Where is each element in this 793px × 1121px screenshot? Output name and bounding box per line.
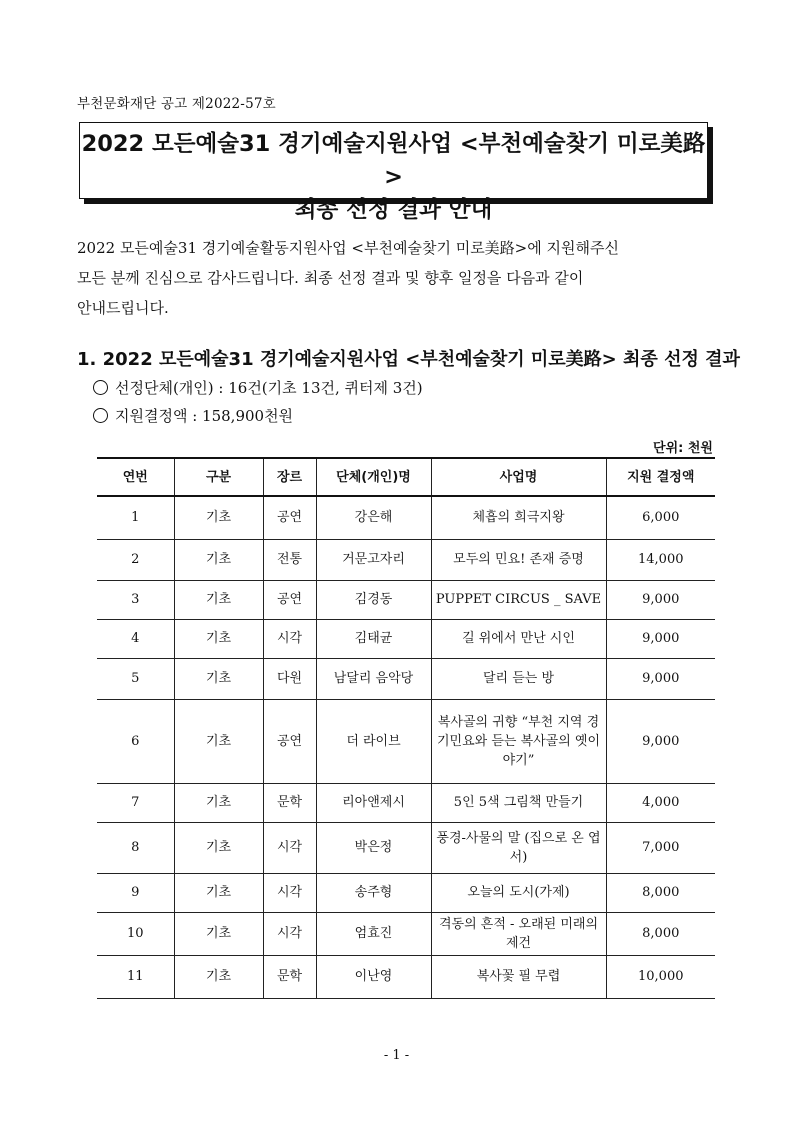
cell-category: 기초 (174, 580, 263, 619)
table-row (97, 658, 715, 699)
cell-genre: 공연 (263, 699, 316, 783)
cell-amount: 10,000 (606, 955, 715, 998)
cell-no: 10 (97, 912, 174, 955)
title-line-2: 최종 선정 결과 안내 (294, 197, 493, 223)
cell-category: 기초 (174, 912, 263, 955)
header-no: 연번 (97, 458, 174, 496)
notice-number: 부천문화재단 공고 제2022-57호 (77, 96, 276, 112)
cell-applicant: 박은정 (316, 822, 431, 873)
table-row (97, 539, 715, 580)
page-number: - 1 - (383, 1048, 410, 1063)
cell-project: 모두의 민요! 존재 증명 (431, 539, 606, 580)
table-row (97, 955, 715, 998)
intro-line-3: 안내드립니다. (77, 299, 169, 317)
cell-applicant: 김경동 (316, 580, 431, 619)
table-row (97, 822, 715, 873)
cell-project: 달리 듣는 방 (431, 658, 606, 699)
circle-bullet-icon (93, 380, 108, 395)
header-category: 구분 (174, 458, 263, 496)
cell-project: 체흡의 희극지왕 (431, 496, 606, 539)
table-row (97, 783, 715, 822)
table-row (97, 873, 715, 912)
cell-no: 6 (97, 699, 174, 783)
cell-project: 격동의 흔적 - 오래된 미래의 제건 (431, 912, 606, 955)
cell-genre: 시각 (263, 912, 316, 955)
cell-amount: 14,000 (606, 539, 715, 580)
cell-no: 7 (97, 783, 174, 822)
intro-line-1: 2022 모든예술31 경기예술활동지원사업 <부천예술찾기 미로美路>에 지원해주신 (77, 239, 619, 257)
results-table (97, 457, 715, 999)
cell-applicant: 강은해 (316, 496, 431, 539)
cell-amount: 9,000 (606, 658, 715, 699)
cell-applicant: 리아앤제시 (316, 783, 431, 822)
cell-project: 5인 5색 그림책 만들기 (431, 783, 606, 822)
table-row (97, 699, 715, 783)
table-row (97, 619, 715, 658)
cell-category: 기초 (174, 822, 263, 873)
table-row (97, 580, 715, 619)
cell-category: 기초 (174, 699, 263, 783)
cell-category: 기초 (174, 873, 263, 912)
cell-genre: 시각 (263, 873, 316, 912)
cell-genre: 문학 (263, 783, 316, 822)
unit-label: 단위: 천원 (653, 441, 713, 456)
header-genre: 장르 (263, 458, 316, 496)
cell-applicant: 송주형 (316, 873, 431, 912)
bullet-selected-count: 선정단체(개인) : 16건(기초 13건, 퀴터제 3건) (93, 377, 423, 398)
cell-no: 4 (97, 619, 174, 658)
cell-amount: 9,000 (606, 619, 715, 658)
cell-category: 기초 (174, 539, 263, 580)
cell-genre: 공연 (263, 580, 316, 619)
cell-category: 기초 (174, 619, 263, 658)
cell-amount: 4,000 (606, 783, 715, 822)
bullet-support-amount: 지원결정액 : 158,900천원 (93, 405, 293, 426)
cell-no: 5 (97, 658, 174, 699)
cell-no: 11 (97, 955, 174, 998)
table-row (97, 496, 715, 539)
table-row (97, 912, 715, 955)
cell-genre: 시각 (263, 619, 316, 658)
cell-genre: 전통 (263, 539, 316, 580)
cell-applicant: 엄효진 (316, 912, 431, 955)
cell-amount: 7,000 (606, 822, 715, 873)
cell-genre: 문학 (263, 955, 316, 998)
cell-genre: 시각 (263, 822, 316, 873)
intro-paragraph (77, 233, 715, 323)
table-header-row (97, 458, 715, 496)
cell-category: 기초 (174, 658, 263, 699)
cell-amount: 6,000 (606, 496, 715, 539)
cell-category: 기초 (174, 496, 263, 539)
cell-amount: 8,000 (606, 912, 715, 955)
cell-applicant: 남달리 음악당 (316, 658, 431, 699)
cell-applicant: 김태균 (316, 619, 431, 658)
title-line-1: 2022 모든예술31 경기예술지원사업 <부천예술찾기 미로美路> (81, 131, 706, 190)
cell-project: 길 위에서 만난 시인 (431, 619, 606, 658)
cell-project: 복사골의 귀향 “부천 지역 경기민요와 듣는 복사골의 옛이야기” (431, 699, 606, 783)
cell-project: 오늘의 도시(가제) (431, 873, 606, 912)
cell-category: 기초 (174, 783, 263, 822)
cell-applicant: 이난영 (316, 955, 431, 998)
cell-amount: 9,000 (606, 699, 715, 783)
cell-no: 8 (97, 822, 174, 873)
cell-project: 복사꽃 필 무렵 (431, 955, 606, 998)
header-amount: 지원 결정액 (606, 458, 715, 496)
circle-bullet-icon (93, 408, 108, 423)
cell-amount: 9,000 (606, 580, 715, 619)
cell-project: 풍경-사물의 말 (집으로 온 엽서) (431, 822, 606, 873)
cell-no: 2 (97, 539, 174, 580)
cell-amount: 8,000 (606, 873, 715, 912)
header-applicant: 단체(개인)명 (316, 458, 431, 496)
cell-no: 3 (97, 580, 174, 619)
intro-line-2: 모든 분께 진심으로 감사드립니다. 최종 선정 결과 및 향후 일정을 다음과 같이 (77, 269, 584, 287)
section-heading: 1. 2022 모든예술31 경기예술지원사업 <부천예술찾기 미로美路> 최종 선정 결과 (77, 349, 740, 370)
cell-genre: 다원 (263, 658, 316, 699)
cell-no: 1 (97, 496, 174, 539)
cell-applicant: 더 라이브 (316, 699, 431, 783)
cell-applicant: 거문고자리 (316, 539, 431, 580)
cell-project: PUPPET CIRCUS _ SAVE (431, 580, 606, 619)
cell-genre: 공연 (263, 496, 316, 539)
cell-no: 9 (97, 873, 174, 912)
title-box (79, 122, 708, 223)
header-project: 사업명 (431, 458, 606, 496)
cell-category: 기초 (174, 955, 263, 998)
